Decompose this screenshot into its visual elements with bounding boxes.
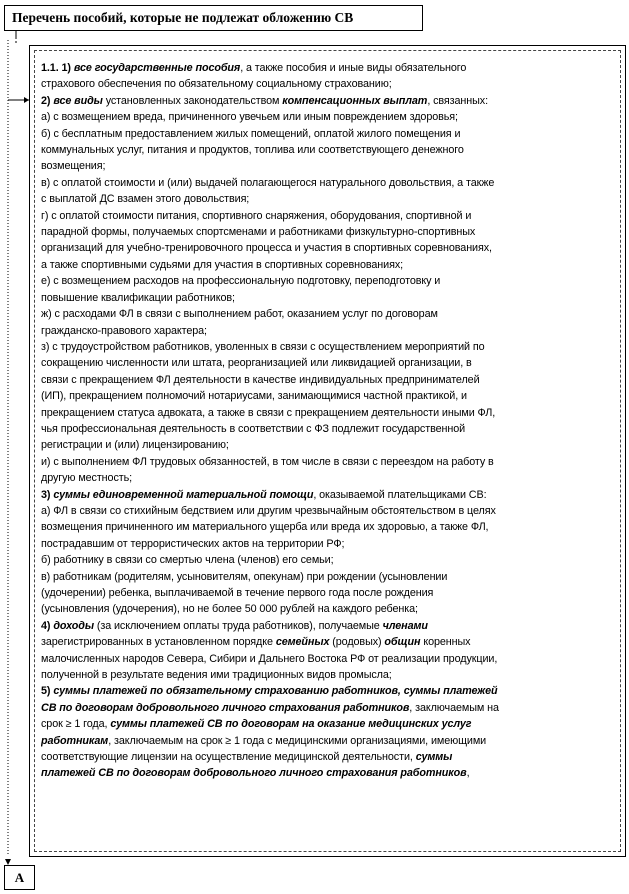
text-segment: все государственные пособия: [73, 62, 241, 74]
text-segment: (ИП), прекращением полномочий нотариусами, занимающимися частной практикой, и: [41, 390, 467, 403]
connector-label-a: А: [4, 865, 35, 890]
text-segment: ,: [466, 767, 470, 780]
text-line: [41, 536, 616, 552]
text-segment: в) работникам (родителям, усыновителям, опекунам) при рождении (усыновлении: [41, 570, 448, 583]
text-segment: полученной в результате ведения ими традиционных видов промысла;: [41, 669, 392, 682]
text-line: [41, 109, 616, 125]
text-segment: суммы платежей СВ по договорам на оказание медицинских услуг: [110, 718, 472, 731]
text-segment: платежей СВ по договорам добровольного личного страхования работников: [41, 767, 467, 780]
text-line: [41, 733, 616, 749]
text-segment: с выплатой ДС взамен этого довольствия;: [41, 193, 250, 206]
text-segment: СВ по договорам добровольного личного страхования работников: [41, 701, 410, 714]
text-segment: 4): [41, 619, 54, 632]
text-segment: а также спортивными судьями для участия в спортивных соревнованиях;: [41, 258, 404, 271]
text-segment: малочисленных народов Севера, Сибири и Дальнего Востока РФ от реализации продукции,: [41, 652, 498, 665]
text-segment: суммы единовременной материальной помощи: [53, 488, 314, 501]
text-line: [41, 618, 616, 634]
text-line: [41, 175, 616, 191]
text-line: [41, 257, 616, 273]
text-segment: регистрации и (или) лицензированию;: [41, 439, 229, 452]
text-segment: возмещения причиненного им материального ущерба или вреда их здоровью, а также ФЛ,: [41, 521, 489, 534]
text-segment: , заключаемым на: [409, 701, 499, 714]
text-segment: семейных: [275, 636, 330, 649]
text-line: [41, 76, 616, 92]
text-segment: чья профессиональная деятельность в соответствии с ФЗ подлежит государственной: [41, 422, 466, 435]
text-segment: в) с оплатой стоимости и (или) выдачей полагающегося натурального довольствия, а также: [41, 176, 495, 189]
text-line: [41, 224, 616, 240]
text-line: [41, 585, 616, 601]
text-segment: б) работнику в связи со смертью члена (членов) его семьи;: [41, 554, 334, 567]
text-line: [41, 470, 616, 486]
text-line: [41, 126, 616, 142]
text-line: [41, 437, 616, 453]
text-segment: , связанных:: [427, 94, 489, 107]
text-segment: организаций для учебно-тренировочного процесса и участия в спортивных соревнованиях,: [41, 242, 492, 255]
text-line: [41, 552, 616, 568]
text-segment: установленных законодательством: [102, 94, 283, 107]
text-segment: з) с трудоустройством работников, уволенных в связи с осуществлением мероприятий по: [41, 340, 485, 353]
text-segment: зарегистрированных в установленном порядке: [41, 636, 276, 649]
text-line: [41, 191, 616, 207]
text-segment: пострадавшим от террористических актов на территории РФ;: [41, 537, 345, 550]
text-segment: гражданско-правового характера;: [41, 324, 207, 337]
text-segment: повышение квалификации работников;: [41, 291, 235, 304]
text-segment: б) с бесплатным предоставлением жилых помещений, оплатой жилого помещения и: [41, 127, 461, 140]
text-segment: коммунальных услуг, питания и продуктов, топлива или соответствующего денежного: [41, 144, 464, 157]
text-segment: соответствующие лицензии на осуществление медицинской деятельности,: [41, 751, 416, 764]
text-segment: 3): [41, 488, 54, 501]
text-segment: ж) с расходами ФЛ в связи с выполнением работ, оказанием услуг по договорам: [41, 308, 438, 321]
text-segment: (удочерении) ребенка, выплачиваемой в течение первого года после рождения: [41, 587, 434, 599]
text-line: [41, 323, 616, 339]
text-segment: (родовых): [329, 636, 385, 649]
text-segment: суммы: [415, 751, 453, 764]
text-line: [41, 306, 616, 322]
text-segment: доходы: [53, 619, 94, 632]
text-segment: коренных: [420, 636, 471, 649]
text-segment: , а также пособия и иные виды обязательного: [240, 62, 467, 74]
text-line: [41, 290, 616, 306]
benefits-list-text: [41, 60, 616, 782]
text-segment: (за исключением оплаты труда работников), получаемые: [93, 619, 383, 632]
text-line: [41, 519, 616, 535]
text-line: [41, 683, 616, 699]
text-segment: общин: [384, 636, 421, 649]
text-segment: 1): [61, 62, 74, 74]
text-line: [41, 421, 616, 437]
text-segment: и) с выполнением ФЛ трудовых обязанностей, в том числе в связи с переездом на работу в: [41, 455, 494, 468]
text-line: [41, 93, 616, 109]
text-line: [41, 60, 616, 76]
text-segment: а) с возмещением вреда, причиненного увечьем или иным повреждением здоровья;: [41, 111, 458, 124]
text-segment: а) ФЛ в связи со стихийным бедствием или другим чрезвычайным обстоятельством в целях: [41, 504, 496, 517]
text-segment: компенсационных выплат: [282, 94, 428, 107]
text-line: [41, 601, 616, 617]
text-segment: г) с оплатой стоимости питания, спортивного снаряжения, оборудования, спортивной и: [41, 209, 472, 222]
text-line: [41, 765, 616, 781]
text-line: [41, 487, 616, 503]
text-segment: , оказываемой плательщиками СВ:: [313, 488, 487, 501]
text-segment: 2): [41, 94, 54, 107]
text-segment: срок ≥ 1 года,: [41, 718, 111, 731]
text-line: [41, 651, 616, 667]
text-segment: , заключаемым на срок ≥ 1 года с медицинскими организациями, имеющими: [108, 734, 487, 747]
text-line: [41, 240, 616, 256]
text-line: [41, 339, 616, 355]
text-line: [41, 569, 616, 585]
text-line: [41, 158, 616, 174]
text-line: [41, 634, 616, 650]
text-segment: суммы платежей по обязательному страхованию работников, суммы платежей: [53, 685, 498, 698]
text-line: [41, 273, 616, 289]
text-segment: парадной формы, получаемых спортсменами и работниками физкультурно-спортивных: [41, 226, 476, 239]
benefits-list-panel: [34, 50, 621, 852]
text-segment: 5): [41, 685, 54, 698]
text-segment: другую местность;: [41, 472, 133, 485]
text-segment: прекращением статуса адвоката, а также в связи с прекращением деятельности иными ФЛ,: [41, 406, 496, 419]
text-line: [41, 388, 616, 404]
text-segment: сокращению численности или штата, реорганизацией или ликвидацией организации, в: [41, 357, 472, 370]
text-line: [41, 503, 616, 519]
text-line: [41, 700, 616, 716]
text-segment: работникам: [41, 734, 109, 747]
text-segment: е) с возмещением расходов на профессиональную подготовку, переподготовку и: [41, 275, 441, 288]
text-segment: страхового обеспечения по обязательному социальному страхованию;: [41, 78, 392, 91]
text-line: [41, 749, 616, 765]
text-line: [41, 355, 616, 371]
text-line: [41, 667, 616, 683]
text-segment: (усыновления (удочерения), но не более 50 000 рублей на каждого ребенка;: [41, 603, 418, 616]
text-segment: членами: [382, 619, 428, 632]
text-line: [41, 208, 616, 224]
text-line: [41, 454, 616, 470]
page-title: Перечень пособий, которые не подлежат обложению СВ: [4, 5, 423, 31]
text-line: [41, 372, 616, 388]
text-segment: 1.1.: [41, 62, 62, 74]
text-line: [41, 142, 616, 158]
text-line: [41, 716, 616, 732]
text-segment: связи с прекращением ФЛ деятельности в качестве индивидуальных предпринимателей: [41, 373, 480, 386]
text-line: [41, 405, 616, 421]
text-segment: все виды: [53, 94, 103, 107]
text-segment: возмещения;: [41, 160, 106, 173]
